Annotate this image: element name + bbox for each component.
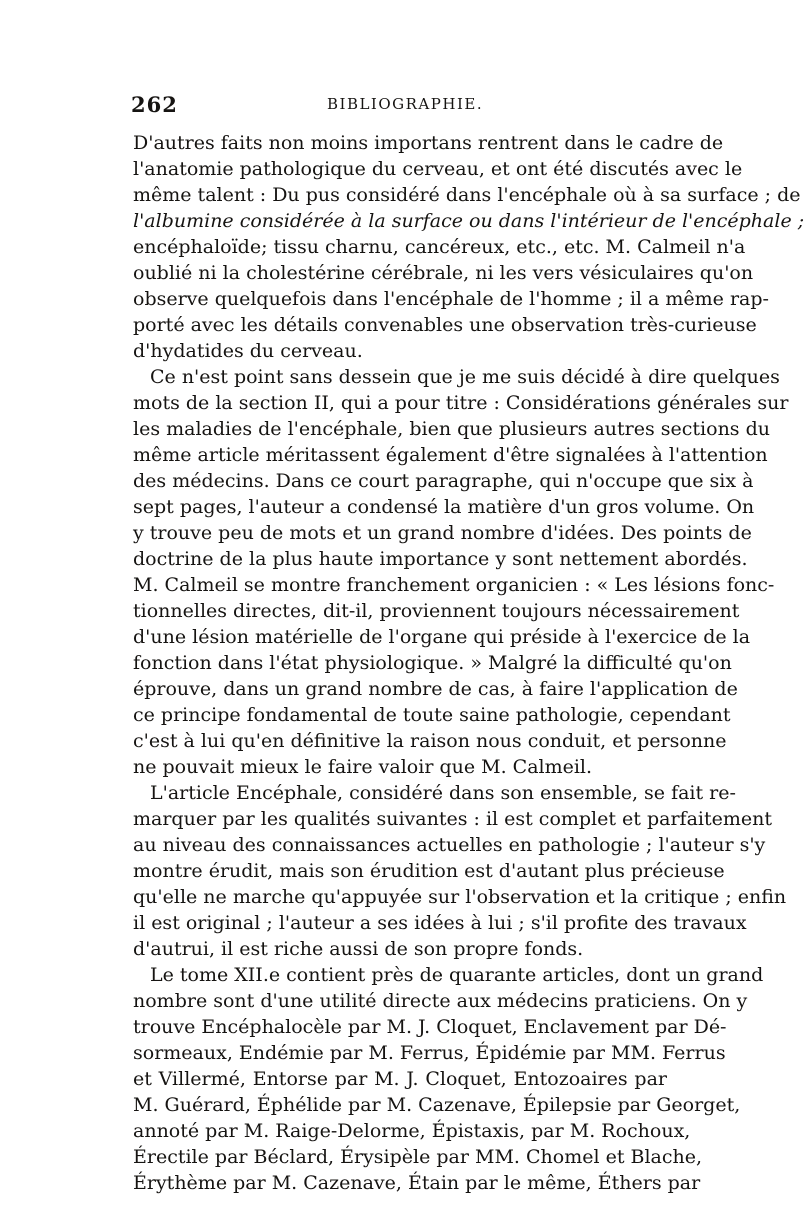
text-line: qu'elle ne marche qu'appuyée sur l'observation et la critique ; enfin [133, 886, 787, 908]
text-line: nombre sont d'une utilité directe aux médecins praticiens. On y [133, 990, 748, 1012]
text-line: d'une lésion matérielle de l'organe qui préside à l'exercice de la [133, 626, 751, 648]
page-header [0, 92, 800, 128]
text-line: l'albumine considérée à la surface ou dans l'intérieur de l'encéphale ; [133, 210, 804, 232]
text-line: D'autres faits non moins importans rentrent dans le cadre de [133, 132, 724, 154]
text-line: Érectile par Béclard, Érysipèle par MM. Chomel et Blache, [133, 1146, 703, 1168]
text-line: fonction dans l'état physiologique. » Malgré la difficulté qu'on [133, 652, 732, 674]
page-number: 262 [131, 92, 178, 117]
text-line: les maladies de l'encéphale, bien que plusieurs autres sections du [133, 418, 771, 440]
text-line: il est original ; l'auteur a ses idées à lui ; s'il profite des travaux [133, 912, 747, 934]
text-line: des médecins. Dans ce court paragraphe, qui n'occupe que six à [133, 470, 754, 492]
text-line: L'article Encéphale, considéré dans son ensemble, se fait re- [150, 782, 736, 804]
text-line: même talent : Du pus considéré dans l'encéphale où à sa surface ; de [133, 184, 801, 206]
text-line: l'anatomie pathologique du cerveau, et ont été discutés avec le [133, 158, 743, 180]
text-line: Érythème par M. Cazenave, Étain par le même, Éthers par [133, 1172, 701, 1194]
text-line: et Villermé, Entorse par M. J. Cloquet, Entozoaires par [133, 1068, 667, 1090]
text-line: observe quelquefois dans l'encéphale de l'homme ; il a même rap- [133, 288, 769, 310]
text-line: c'est à lui qu'en définitive la raison nous conduit, et personne [133, 730, 727, 752]
text-line: trouve Encéphalocèle par M. J. Cloquet, Enclavement par Dé- [133, 1016, 727, 1038]
text-line: encéphaloïde; tissu charnu, cancéreux, etc., etc. M. Calmeil n'a [133, 236, 746, 258]
text-line: montre érudit, mais son érudition est d'autant plus précieuse [133, 860, 725, 882]
text-line: Ce n'est point sans dessein que je me suis décidé à dire quelques [150, 366, 780, 388]
text-line: sept pages, l'auteur a condensé la matière d'un gros volume. On [133, 496, 755, 518]
text-line: M. Calmeil se montre franchement organicien : « Les lésions fonc- [133, 574, 775, 596]
text-line: éprouve, dans un grand nombre de cas, à faire l'application de [133, 678, 738, 700]
text-line: Le tome XII.e contient près de quarante articles, dont un grand [150, 964, 764, 986]
text-line: d'hydatides du cerveau. [133, 340, 363, 362]
running-title: BIBLIOGRAPHIE. [327, 95, 484, 113]
text-line: porté avec les détails convenables une observation très-curieuse [133, 314, 757, 336]
text-line: d'autrui, il est riche aussi de son propre fonds. [133, 938, 584, 960]
text-line: marquer par les qualités suivantes : il est complet et parfaitement [133, 808, 772, 830]
text-line: sormeaux, Endémie par M. Ferrus, Épidémie par MM. Ferrus [133, 1042, 726, 1064]
text-line: doctrine de la plus haute importance y sont nettement abordés. [133, 548, 748, 570]
text-line: ne pouvait mieux le faire valoir que M. Calmeil. [133, 756, 593, 778]
text-line: mots de la section II, qui a pour titre : Considérations générales sur [133, 392, 789, 414]
text-line: M. Guérard, Éphélide par M. Cazenave, Épilepsie par Georget, [133, 1094, 741, 1116]
text-line: annoté par M. Raige-Delorme, Épistaxis, par M. Rochoux, [133, 1120, 691, 1142]
text-line: oublié ni la cholestérine cérébrale, ni les vers vésiculaires qu'on [133, 262, 754, 284]
text-line: y trouve peu de mots et un grand nombre d'idées. Des points de [133, 522, 752, 544]
text-line: ce principe fondamental de toute saine pathologie, cependant [133, 704, 731, 726]
text-line: même article méritassent également d'être signalées à l'attention [133, 444, 768, 466]
text-line: tionnelles directes, dit-il, proviennent toujours nécessairement [133, 600, 740, 622]
text-line: au niveau des connaissances actuelles en pathologie ; l'auteur s'y [133, 834, 766, 856]
